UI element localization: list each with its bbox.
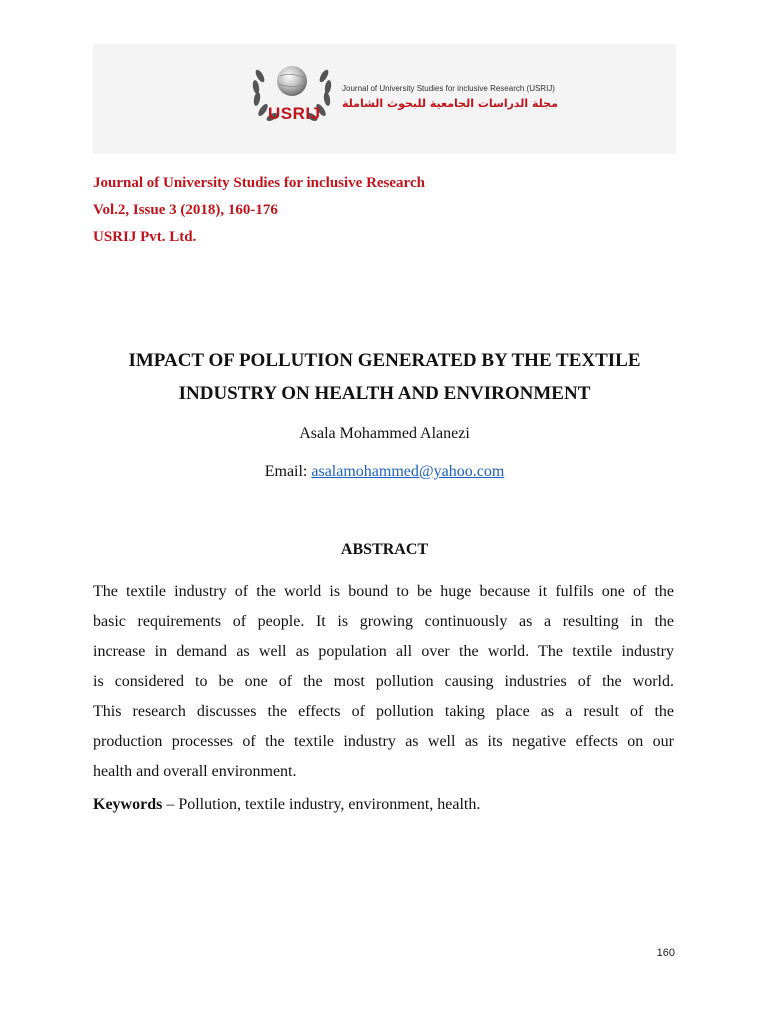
abstract-line: production processes of the textile industry as well as its negative effects on our bbox=[93, 733, 674, 750]
logo-acronym: USRIJ bbox=[268, 104, 321, 123]
abstract-heading: ABSTRACT bbox=[340, 541, 429, 558]
logo-english-name: Journal of University Studies for inclusive Research (USRIJ) bbox=[342, 84, 555, 93]
abstract-line: basic requirements of people. It is growing continuously as a resulting in the bbox=[93, 613, 674, 630]
keywords-label: Keywords bbox=[93, 796, 163, 813]
email-link[interactable]: asalamohammed@yahoo.com bbox=[311, 463, 505, 480]
abstract-line: This research discusses the effects of pollution taking place as a result of the bbox=[93, 703, 674, 720]
abstract-line: The textile industry of the world is bound to be huge because it fulfils one of the bbox=[93, 583, 674, 600]
abstract-line: health and overall environment. bbox=[93, 763, 297, 780]
abstract-line: is considered to be one of the most pollution causing industries of the world. bbox=[93, 673, 674, 690]
keywords bbox=[93, 796, 480, 814]
journal-info bbox=[93, 170, 425, 251]
paper-title-line-2: INDUSTRY ON HEALTH AND ENVIRONMENT bbox=[178, 383, 591, 404]
keywords-text: Pollution, textile industry, environment, health. bbox=[178, 796, 481, 813]
journal-volume: Vol.2, Issue 3 (2018), 160-176 bbox=[93, 202, 278, 218]
logo-arabic-name: مجلة الدراسات الجامعية للبحوث الشاملة bbox=[342, 97, 558, 110]
journal-name: Journal of University Studies for inclusive Research bbox=[93, 175, 425, 191]
author-email bbox=[93, 463, 676, 481]
keywords-separator: – bbox=[162, 796, 179, 813]
paper-title bbox=[93, 344, 676, 410]
page-number: 160 bbox=[656, 947, 675, 959]
email-label: Email: bbox=[264, 463, 312, 480]
paper-title-line-1: IMPACT OF POLLUTION GENERATED BY THE TEXTILE bbox=[128, 350, 641, 371]
journal-publisher: USRIJ Pvt. Ltd. bbox=[93, 229, 197, 245]
abstract-line: increase in demand as well as population all over the world. The textile industry bbox=[93, 643, 674, 660]
journal-logo bbox=[248, 56, 538, 136]
author-name: Asala Mohammed Alanezi bbox=[299, 425, 470, 442]
abstract-body bbox=[93, 577, 674, 787]
